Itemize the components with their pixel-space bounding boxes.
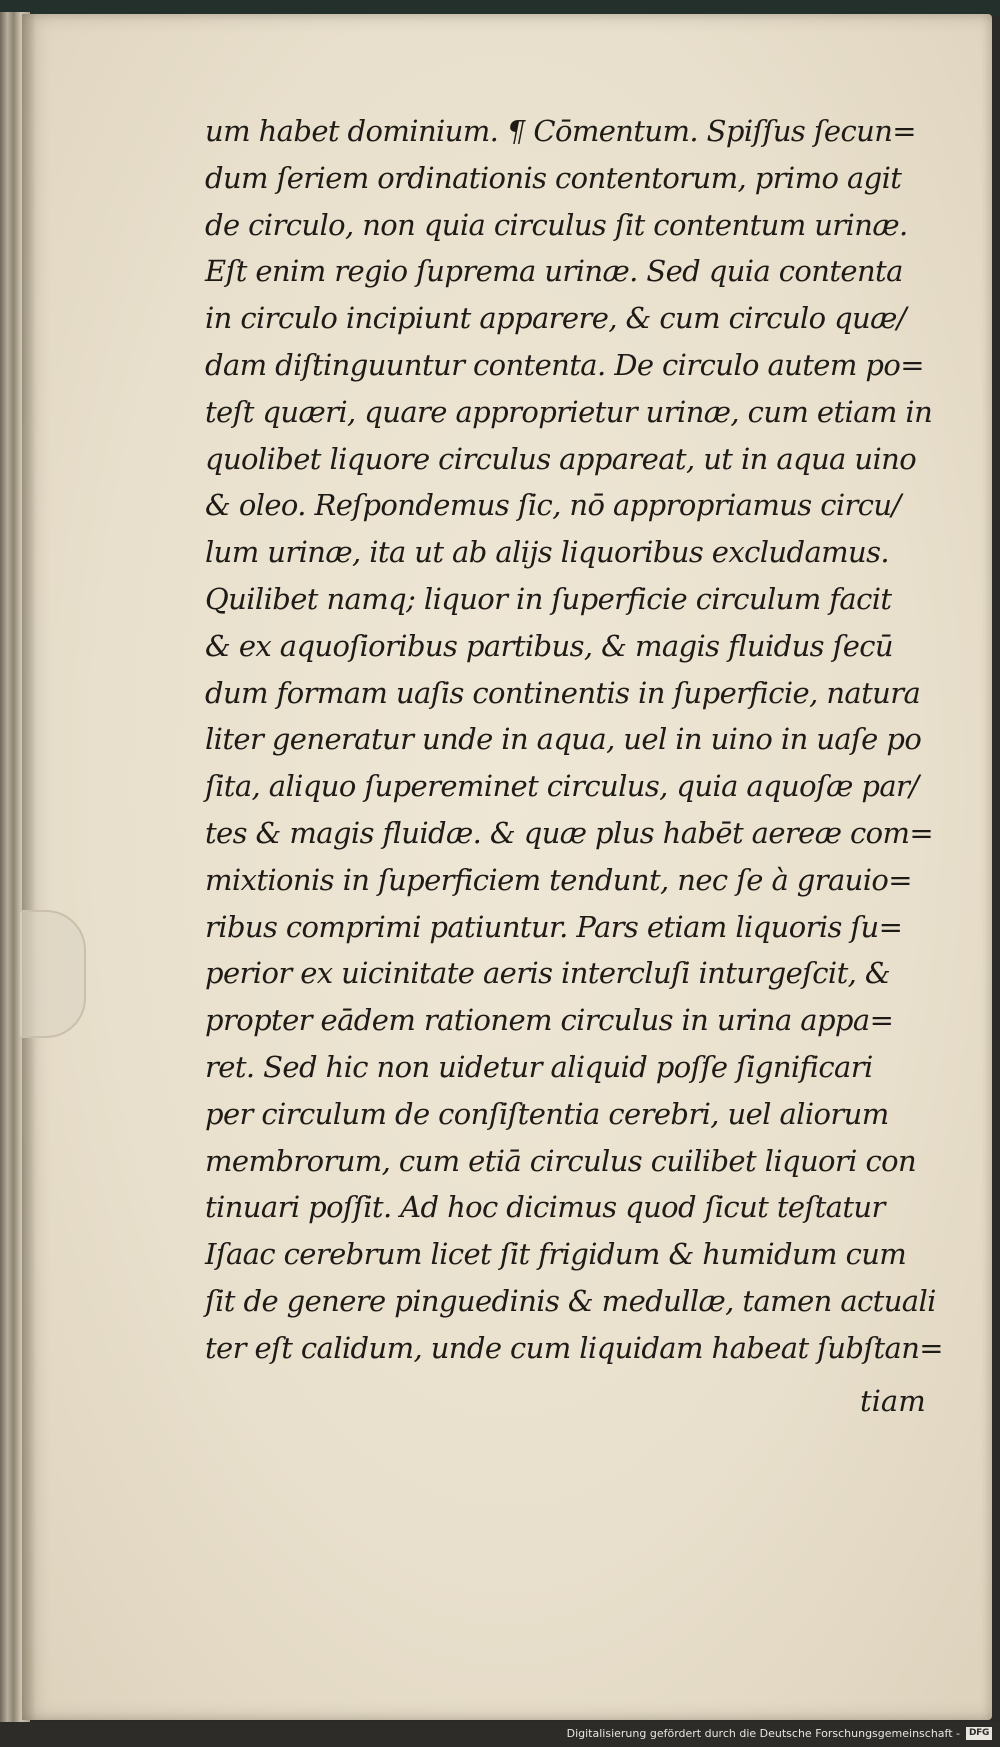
text-line: membrorum, cum etiā circulus cuilibet liquori con	[205, 1143, 917, 1178]
page-tab-marker	[20, 910, 86, 1038]
text-line: ret. Sed hic non uidetur aliquid poſſe ſignificari	[205, 1049, 873, 1084]
digitization-footer	[0, 1722, 1000, 1747]
page-text	[205, 108, 943, 1372]
text-line: Iſaac cerebrum licet ſit frigidum & humidum cum	[205, 1237, 907, 1272]
text-line: dum ſeriem ordinationis contentorum, primo agit	[205, 160, 902, 195]
text-line: um habet dominium. ¶ Cōmentum. Spiſſus ſecun=	[205, 114, 916, 148]
text-line: in circulo incipiunt apparere, & cum circulo quæ/	[205, 301, 906, 336]
text-line: ribus comprimi patiuntur. Pars etiam liquoris ſu=	[205, 909, 903, 944]
text-line: liter generatur unde in aqua, uel in uino in uaſe po	[205, 722, 922, 757]
text-line: perior ex uicinitate aeris intercluſi inturgeſcit, &	[205, 956, 891, 991]
text-line: Quilibet namq; liquor in ſuperficie circulum facit	[205, 581, 892, 616]
dfg-logo: DFG	[966, 1727, 992, 1740]
text-line: ter eſt calidum, unde cum liquidam habeat ſubſtan=	[205, 1330, 943, 1365]
text-line: dam diſtinguuntur contenta. De circulo autem po=	[205, 347, 924, 382]
text-line: & ex aquoſioribus partibus, & magis fluidus ſecū	[205, 628, 893, 663]
text-line: Eſt enim regio ſuprema urinæ. Sed quia contenta	[205, 254, 903, 289]
text-line: quolibet liquore circulus appareat, ut in aqua uino	[205, 441, 917, 476]
text-line: ſita, aliquo ſupereminet circulus, quia aquoſæ par/	[205, 769, 919, 804]
page-gutter	[22, 14, 36, 1720]
text-line: mixtionis in ſuperficiem tendunt, nec ſe à grauio=	[205, 862, 912, 897]
catchword: tiam	[860, 1384, 926, 1418]
text-line: per circulum de conſiſtentia cerebri, uel aliorum	[205, 1096, 889, 1131]
text-line: dum formam uaſis continentis in ſuperficie, natura	[205, 675, 921, 710]
text-line: ſit de genere pinguedinis & medullæ, tamen actuali	[205, 1283, 936, 1318]
text-line: teſt quæri, quare approprietur urinæ, cum etiam in	[205, 394, 933, 429]
text-line: lum urinæ, ita ut ab alijs liquoribus excludamus.	[205, 535, 890, 570]
text-line: propter eādem rationem circulus in urina appa=	[205, 1003, 894, 1038]
text-line: de circulo, non quia circulus ſit contentum urinæ.	[205, 207, 908, 242]
text-line: tinuari poſſit. Ad hoc dicimus quod ſicut teſtatur	[205, 1190, 885, 1225]
funding-credit: Digitalisierung gefördert durch die Deutsche Forschungsgemeinschaft -	[566, 1727, 960, 1740]
text-line: & oleo. Reſpondemus ſic, nō appropriamus circu/	[205, 488, 901, 523]
text-line: tes & magis fluidæ. & quæ plus habēt aereæ com=	[205, 815, 934, 850]
